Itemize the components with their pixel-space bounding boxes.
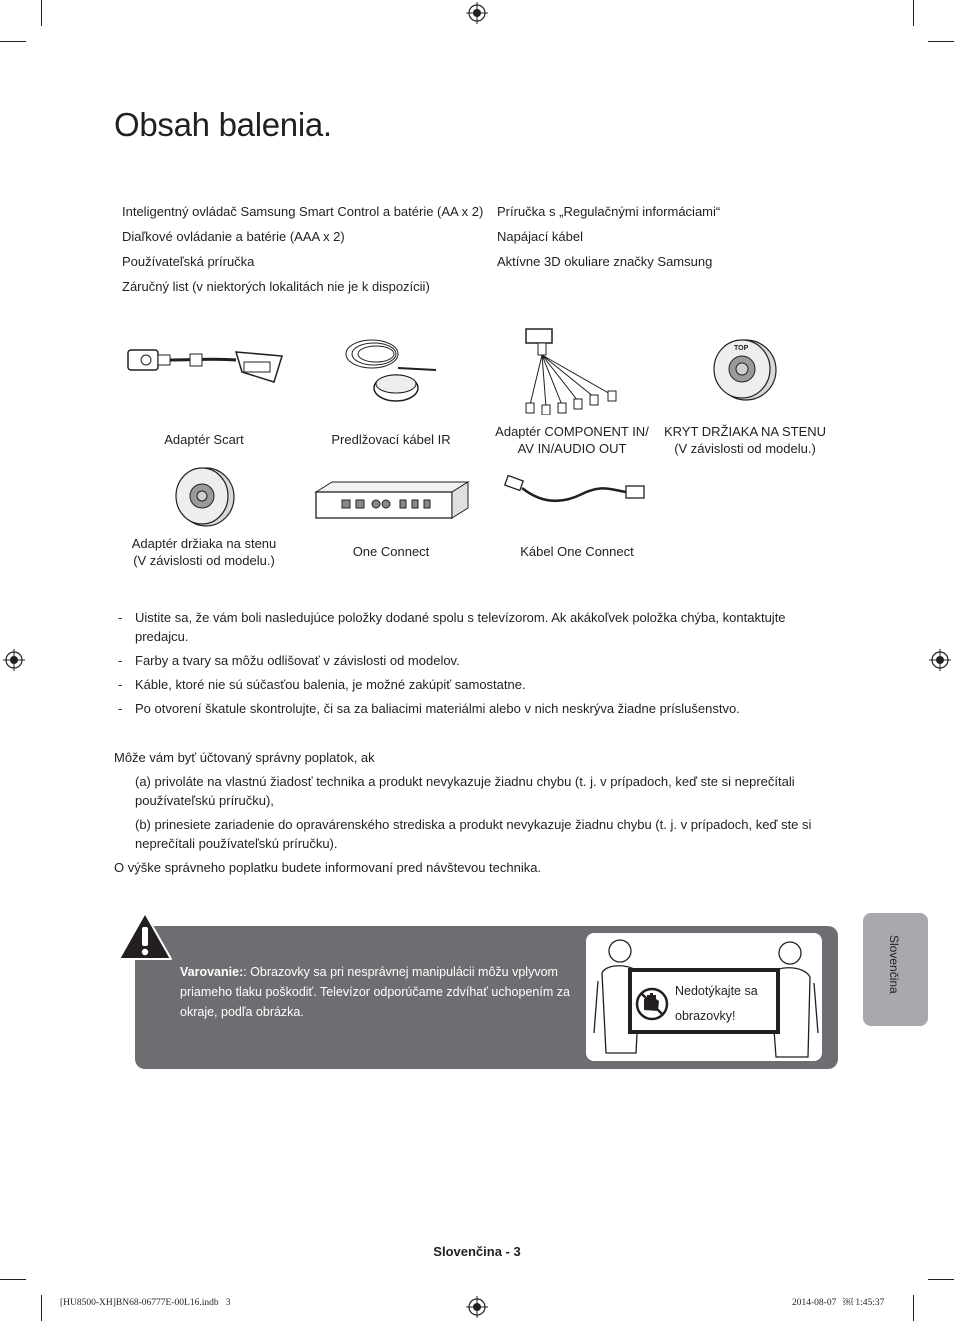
list-item: Záručný list (v niektorých lokalitách nie je k dispozícii): [122, 279, 430, 294]
tv-handling-illustration: [586, 933, 822, 1061]
component-av-adapter-icon: [516, 325, 620, 415]
caption-line: (V závislosti od modelu.): [133, 553, 275, 568]
print-filename: [HU8500-XH]BN68-06777E-00L16.indb 3: [60, 1298, 231, 1308]
fees-item-b: (b) prinesiete zariadenie do opravárenského strediska a produkt nevykazuje žiadnu chybu (t. j. v prípadoch, keď ste si neprečítali používateľskú príručku).: [135, 817, 812, 851]
note-text: Po otvorení škatule skontrolujte, či sa za baliacimi materiálmi alebo v nich neskrýva žiadne príslušenstvo.: [135, 701, 740, 716]
accessory-caption: [482, 543, 672, 560]
wall-mount-cover-icon: [710, 336, 778, 402]
caption-line: Kábel One Connect: [520, 544, 634, 559]
crop-mark: [913, 1295, 914, 1321]
registration-mark-icon: [466, 2, 488, 24]
crop-mark: [0, 1279, 26, 1280]
side-tab-label: Slovenčina: [887, 935, 901, 994]
note-text: Farby a tvary sa môžu odlišovať v závislosti od modelov.: [135, 653, 460, 668]
crop-mark: [41, 1295, 42, 1321]
accessory-caption: [296, 431, 486, 448]
page-number: Slovenčina - 3: [433, 1244, 521, 1259]
notes-list: [114, 608, 814, 723]
registration-mark-icon: [466, 1296, 488, 1318]
language-side-tab: [863, 913, 928, 1026]
fees-intro: Môže vám byť účtovaný správny poplatok, ak: [114, 750, 375, 765]
caption-line: Adaptér držiaka na stenu: [131, 536, 277, 551]
warning-text: [180, 962, 575, 1022]
note-text: Káble, ktoré nie sú súčasťou balenia, je možné zakúpiť samostatne.: [135, 677, 526, 692]
warning-triangle-icon: [116, 910, 174, 962]
contents-list-right: [497, 199, 720, 274]
warning-body: : Obrazovky sa pri nesprávnej manipulácii môžu vplyvom priameho tlaku poškodiť. Televízor odporúčame zdvíhať uchopením za okraje, podľa obrázka.: [180, 965, 570, 1019]
one-connect-box-icon: [312, 478, 472, 522]
top-badge: TOP: [734, 345, 749, 352]
crop-mark: [0, 41, 26, 42]
sign-line: Nedotýkajte sa: [675, 984, 758, 998]
one-connect-cable-icon: [502, 474, 652, 508]
caption-line: One Connect: [352, 544, 430, 559]
accessory-caption: [650, 423, 840, 457]
crop-mark: [928, 1279, 954, 1280]
accessory-caption: [109, 431, 299, 448]
registration-mark-icon: [3, 649, 25, 671]
registration-mark-icon: [929, 649, 951, 671]
list-item: - Káble, ktoré nie sú súčasťou balenia, je možné zakúpiť samostatne.: [118, 677, 526, 692]
accessory-caption: [296, 543, 486, 560]
caption-line: AV IN/AUDIO OUT: [517, 441, 627, 456]
list-item: Príručka s „Regulačnými informáciami“: [497, 204, 721, 219]
fees-item-a: (a) privoláte na vlastnú žiadosť technika a produkt nevykazuje žiadnu chybu (t. j. v prípadoch, keď ste si neprečítali používateľskú príručku),: [135, 774, 795, 808]
crop-mark: [913, 0, 914, 26]
fees-outro: O výške správneho poplatku budete informovaní pred návštevou technika.: [114, 860, 542, 875]
warning-label: Varovanie:: [180, 965, 244, 979]
sign-line: obrazovky!: [675, 1009, 736, 1023]
fees-section: [114, 748, 814, 877]
list-item: Používateľská príručka: [122, 254, 255, 269]
accessory-caption: [477, 423, 667, 457]
page-title: Obsah balenia.: [114, 106, 332, 143]
crop-mark: [928, 41, 954, 42]
crop-mark: [41, 0, 42, 26]
contents-list-left: [122, 199, 483, 299]
list-item: - Farby a tvary sa môžu odlišovať v závislosti od modelov.: [118, 653, 460, 668]
list-item: Inteligentný ovládač Samsung Smart Control a batérie (AA x 2): [122, 204, 484, 219]
caption-line: (V závislosti od modelu.): [674, 441, 816, 456]
tv-screen-sign: [675, 979, 758, 1029]
ir-extender-cable-icon: [340, 330, 440, 406]
caption-line: Adaptér Scart: [164, 432, 244, 447]
wall-mount-adapter-icon: [172, 466, 236, 528]
print-timestamp: 2014-08-07 ￼ 1:45:37: [792, 1298, 885, 1308]
accessory-caption: [109, 535, 299, 569]
caption-line: Adaptér COMPONENT IN/: [495, 424, 649, 439]
list-item: - Uistite sa, že vám boli nasledujúce položky dodané spolu s televízorom. Ak akákoľvek položka chýba, kontaktujte predajcu.: [118, 610, 786, 644]
list-item: Aktívne 3D okuliare značky Samsung: [497, 254, 713, 269]
list-item: Diaľkové ovládanie a batérie (AAA x 2): [122, 229, 345, 244]
list-item: - Po otvorení škatule skontrolujte, či sa za baliacimi materiálmi alebo v nich neskrýva žiadne príslušenstvo.: [118, 701, 740, 716]
list-item: Napájací kábel: [497, 229, 583, 244]
caption-line: Predlžovací kábel IR: [331, 432, 451, 447]
scart-adapter-icon: [124, 342, 286, 392]
note-text: Uistite sa, že vám boli nasledujúce položky dodané spolu s televízorom. Ak akákoľvek položka chýba, kontaktujte predajcu.: [135, 610, 786, 644]
caption-line: KRYT DRŽIAKA NA STENU: [663, 424, 827, 439]
